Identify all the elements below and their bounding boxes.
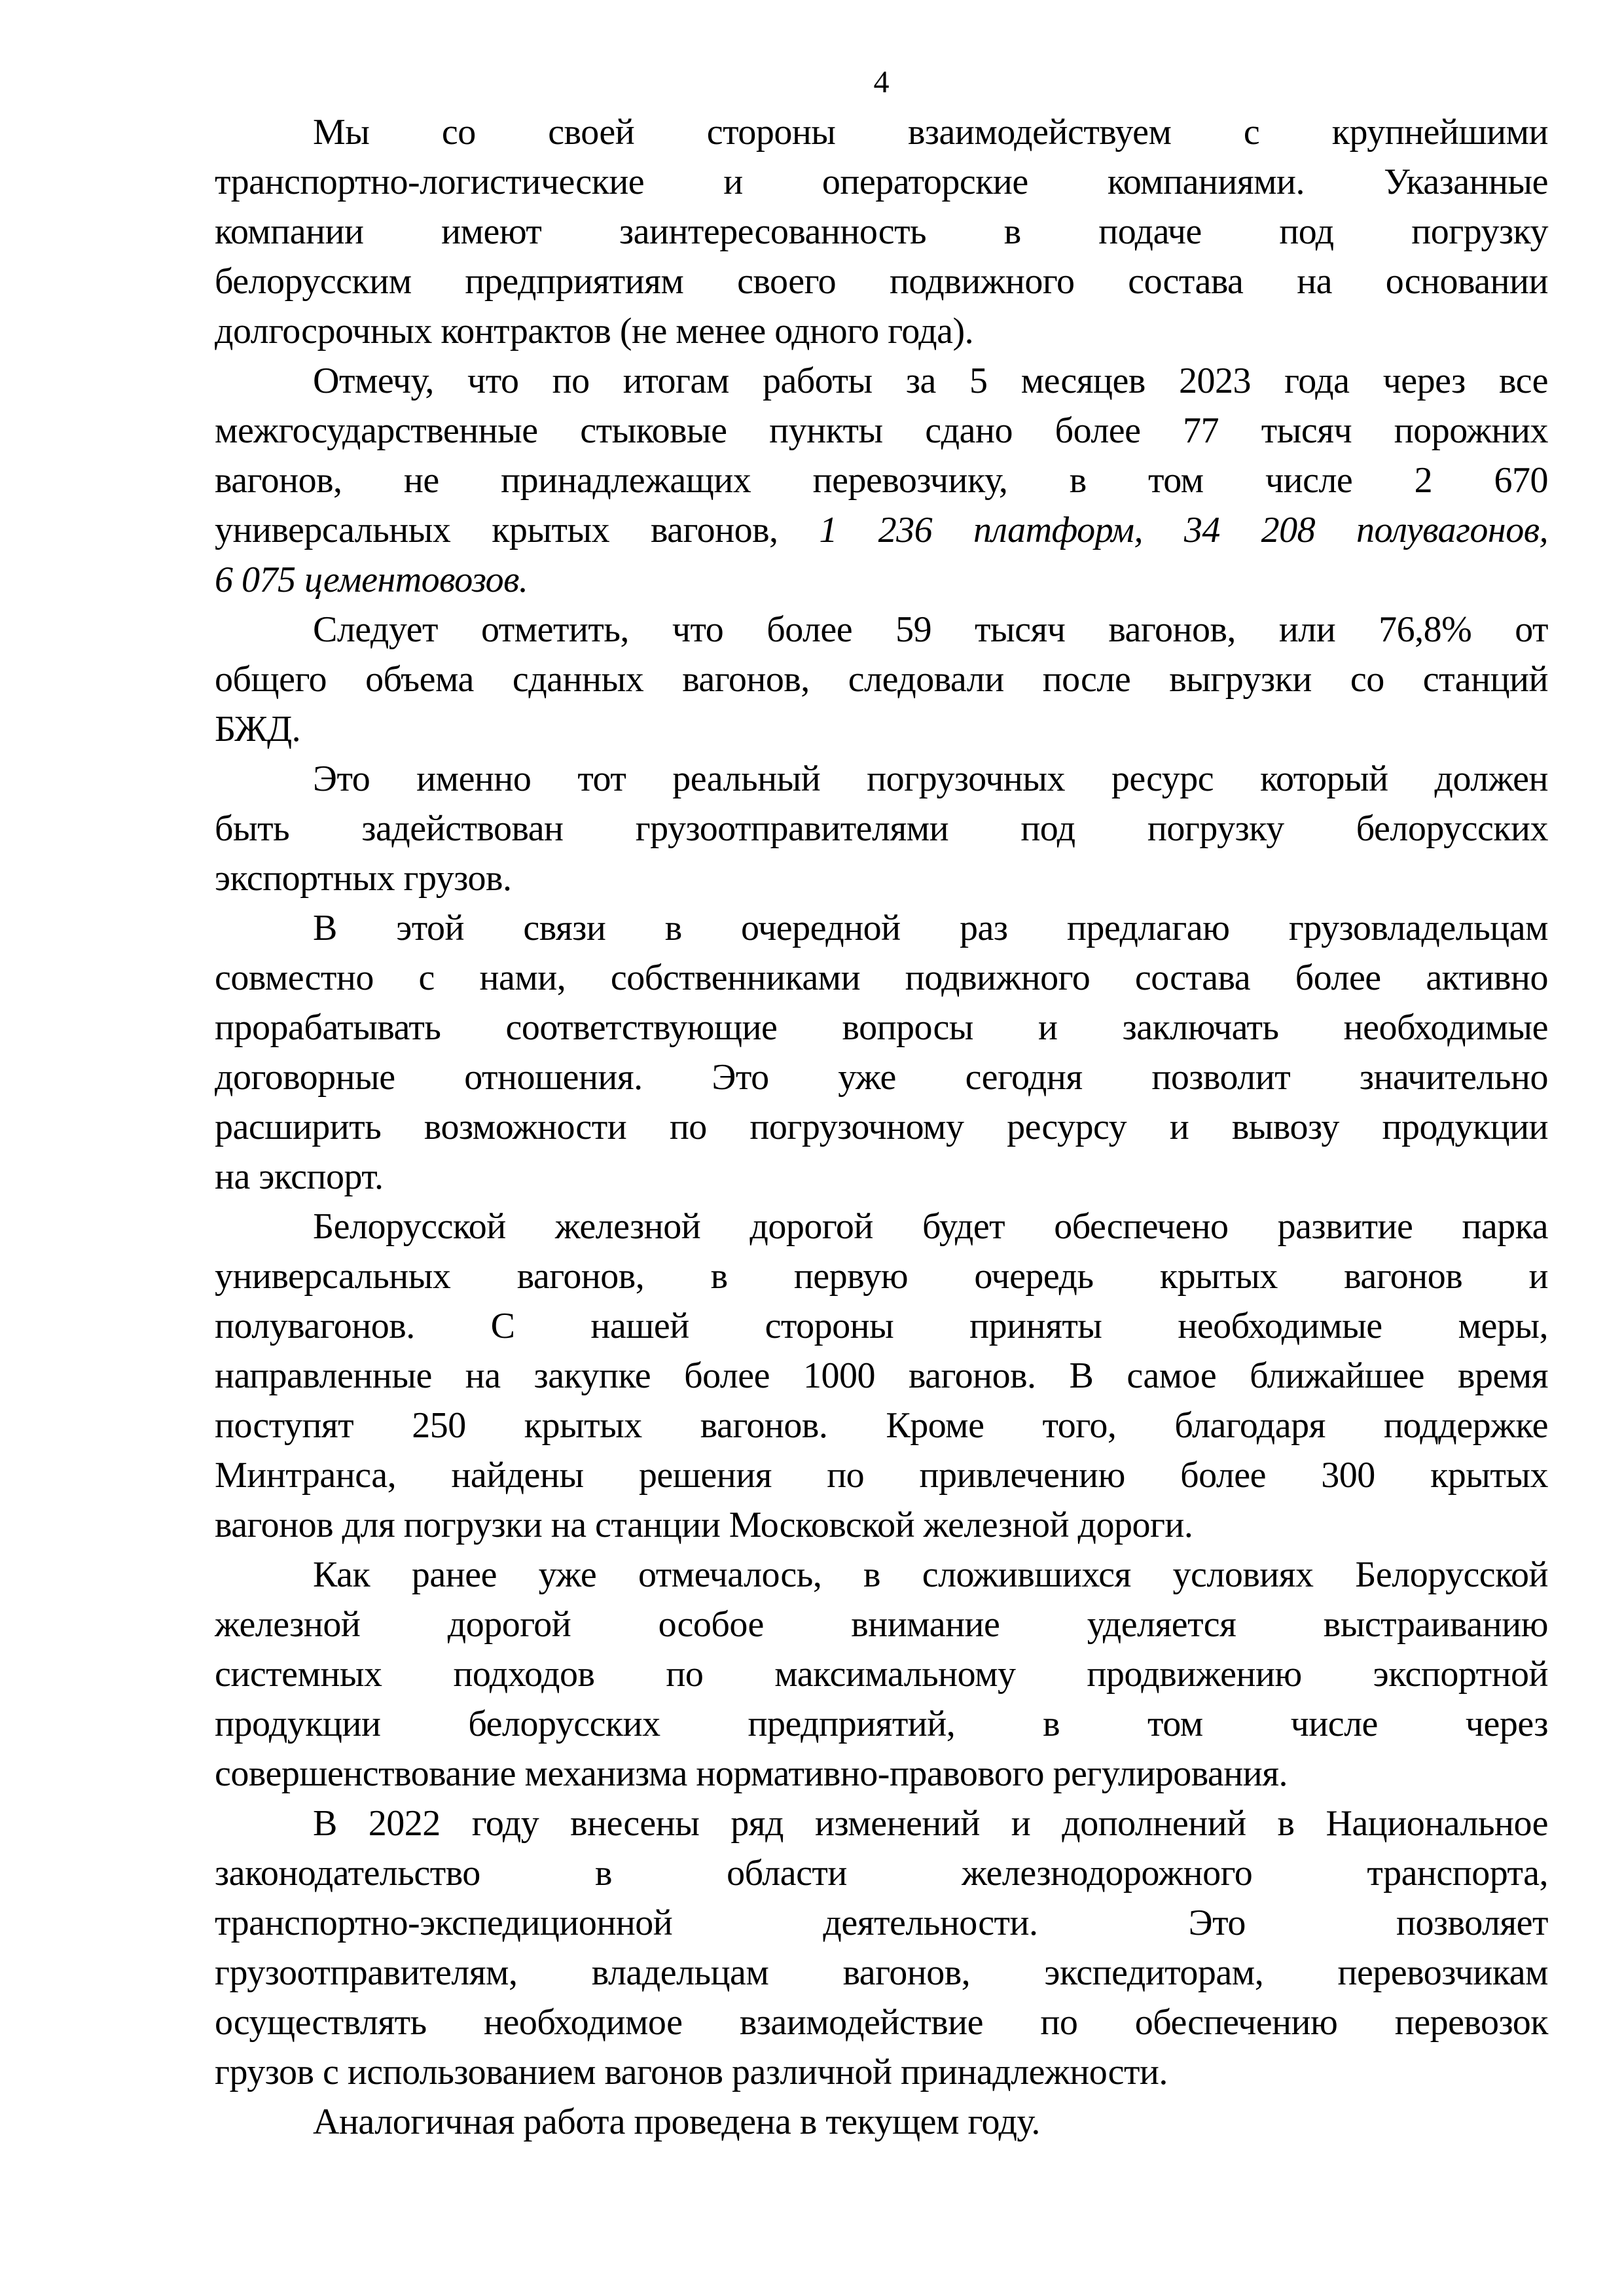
text-segment: долгосрочных контрактов (не менее одного года). bbox=[215, 311, 974, 351]
paragraph bbox=[215, 1550, 1548, 1799]
text-segment: Это именно тот реальный погрузочных ресурс который должен bbox=[313, 759, 1548, 799]
text-line bbox=[215, 1848, 1548, 1898]
document-content bbox=[215, 58, 1548, 2147]
text-line bbox=[215, 555, 1548, 605]
paragraph bbox=[215, 903, 1548, 1202]
text-line bbox=[215, 1600, 1548, 1649]
paragraph bbox=[215, 107, 1548, 356]
text-line bbox=[215, 754, 1548, 804]
text-line bbox=[215, 1450, 1548, 1500]
text-segment: вагонов для погрузки на станции Московской железной дороги. bbox=[215, 1505, 1193, 1545]
text-segment: продукции белорусских предприятий, в том числе через bbox=[215, 1704, 1548, 1744]
text-line bbox=[215, 1948, 1548, 1998]
text-line bbox=[215, 804, 1548, 853]
text-segment: В этой связи в очередной раз предлагаю грузовладельцам bbox=[313, 908, 1548, 948]
text-segment: Мы со своей стороны взаимодействуем с крупнейшими bbox=[313, 112, 1548, 152]
text-segment: белорусским предприятиям своего подвижного состава на основании bbox=[215, 261, 1548, 302]
paragraph bbox=[215, 356, 1548, 605]
text-line bbox=[215, 2047, 1548, 2097]
text-segment: прорабатывать соответствующие вопросы и заключать необходимые bbox=[215, 1007, 1548, 1048]
paragraph bbox=[215, 2097, 1548, 2147]
paragraph bbox=[215, 1799, 1548, 2097]
text-segment: Аналогичная работа проведена в текущем году. bbox=[313, 2102, 1040, 2142]
text-line bbox=[215, 1251, 1548, 1301]
text-segment: направленные на закупке более 1000 вагонов. В самое ближайшее время bbox=[215, 1355, 1548, 1396]
text-line bbox=[215, 257, 1548, 306]
text-line bbox=[215, 655, 1548, 704]
document-body bbox=[215, 107, 1548, 2147]
text-line bbox=[215, 1799, 1548, 1848]
text-line bbox=[215, 1550, 1548, 1600]
text-line bbox=[215, 107, 1548, 157]
text-segment: совершенствование механизма нормативно-правового регулирования. bbox=[215, 1753, 1288, 1794]
text-line bbox=[215, 406, 1548, 456]
text-segment: транспортно-логистические и операторские компаниями. Указанные bbox=[215, 162, 1548, 202]
text-segment: железной дорогой особое внимание уделяется выстраиванию bbox=[215, 1604, 1548, 1645]
text-segment: 6 075 цементовозов. bbox=[215, 560, 528, 600]
text-segment: транспортно-экспедиционной деятельности. Это позволяет bbox=[215, 1903, 1548, 1943]
text-line bbox=[215, 1152, 1548, 1202]
text-segment: на экспорт. bbox=[215, 1157, 384, 1197]
text-line bbox=[215, 1401, 1548, 1450]
text-line bbox=[215, 157, 1548, 207]
text-line bbox=[215, 1898, 1548, 1948]
text-segment: универсальных крытых вагонов, bbox=[215, 510, 820, 550]
text-line bbox=[215, 1202, 1548, 1251]
text-segment: компании имеют заинтересованность в подаче под погрузку bbox=[215, 211, 1548, 252]
text-line bbox=[215, 1749, 1548, 1799]
text-segment: грузов с использованием вагонов различной принадлежности. bbox=[215, 2052, 1168, 2092]
text-line bbox=[215, 1102, 1548, 1152]
text-segment: БЖД. bbox=[215, 709, 301, 749]
text-line bbox=[215, 1998, 1548, 2047]
text-segment: Белорусской железной дорогой будет обеспечено развитие парка bbox=[313, 1206, 1548, 1247]
text-line bbox=[215, 853, 1548, 903]
text-line bbox=[215, 505, 1548, 555]
text-line bbox=[215, 1699, 1548, 1749]
text-line bbox=[215, 2097, 1548, 2147]
text-segment: поступят 250 крытых вагонов. Кроме того, благодаря поддержке bbox=[215, 1405, 1548, 1446]
text-segment: расширить возможности по погрузочному ресурсу и вывозу продукции bbox=[215, 1107, 1548, 1147]
text-line bbox=[215, 903, 1548, 953]
text-segment: общего объема сданных вагонов, следовали после выгрузки со станций bbox=[215, 659, 1548, 700]
text-line bbox=[215, 356, 1548, 406]
text-segment: договорные отношения. Это уже сегодня позволит значительно bbox=[215, 1057, 1548, 1098]
paragraph bbox=[215, 605, 1548, 754]
text-line bbox=[215, 1052, 1548, 1102]
text-line bbox=[215, 605, 1548, 655]
paragraph bbox=[215, 754, 1548, 903]
text-line bbox=[215, 1351, 1548, 1401]
text-segment: Минтранса, найдены решения по привлечению более 300 крытых bbox=[215, 1455, 1548, 1496]
text-segment: осуществлять необходимое взаимодействие по обеспечению перевозок bbox=[215, 2002, 1548, 2043]
text-segment: законодательство в области железнодорожного транспорта, bbox=[215, 1853, 1548, 1893]
text-segment: Как ранее уже отмечалось, в сложившихся условиях Белорусской bbox=[313, 1554, 1548, 1595]
text-segment: грузоотправителям, владельцам вагонов, экспедиторам, перевозчикам bbox=[215, 1952, 1548, 1993]
text-line bbox=[215, 306, 1548, 356]
page-number: 4 bbox=[873, 65, 890, 99]
text-line bbox=[215, 1649, 1548, 1699]
text-line bbox=[215, 1301, 1548, 1351]
text-line bbox=[215, 456, 1548, 505]
text-segment: экспортных грузов. bbox=[215, 858, 512, 899]
paragraph bbox=[215, 1202, 1548, 1550]
text-segment: полувагонов. С нашей стороны приняты необходимые меры, bbox=[215, 1306, 1548, 1346]
text-segment: межгосударственные стыковые пункты сдано более 77 тысяч порожних bbox=[215, 410, 1548, 451]
text-segment: вагонов, не принадлежащих перевозчику, в том числе 2 670 bbox=[215, 460, 1548, 501]
text-segment: Отмечу, что по итогам работы за 5 месяцев 2023 года через все bbox=[313, 361, 1548, 401]
text-line bbox=[215, 704, 1548, 754]
text-line bbox=[215, 1003, 1548, 1052]
text-line bbox=[215, 953, 1548, 1003]
text-segment: быть задействован грузоотправителями под погрузку белорусских bbox=[215, 808, 1548, 849]
text-line bbox=[215, 1500, 1548, 1550]
text-segment: системных подходов по максимальному продвижению экспортной bbox=[215, 1654, 1548, 1695]
text-segment: Следует отметить, что более 59 тысяч вагонов, или 76,8% от bbox=[313, 609, 1548, 650]
text-segment: 1 236 платформ, 34 208 полувагонов, bbox=[819, 510, 1549, 550]
text-segment: универсальных вагонов, в первую очередь крытых вагонов и bbox=[215, 1256, 1548, 1297]
text-segment: совместно с нами, собственниками подвижного состава более активно bbox=[215, 958, 1548, 998]
text-line bbox=[215, 207, 1548, 257]
text-segment: В 2022 году внесены ряд изменений и дополнений в Национальное bbox=[313, 1803, 1548, 1844]
